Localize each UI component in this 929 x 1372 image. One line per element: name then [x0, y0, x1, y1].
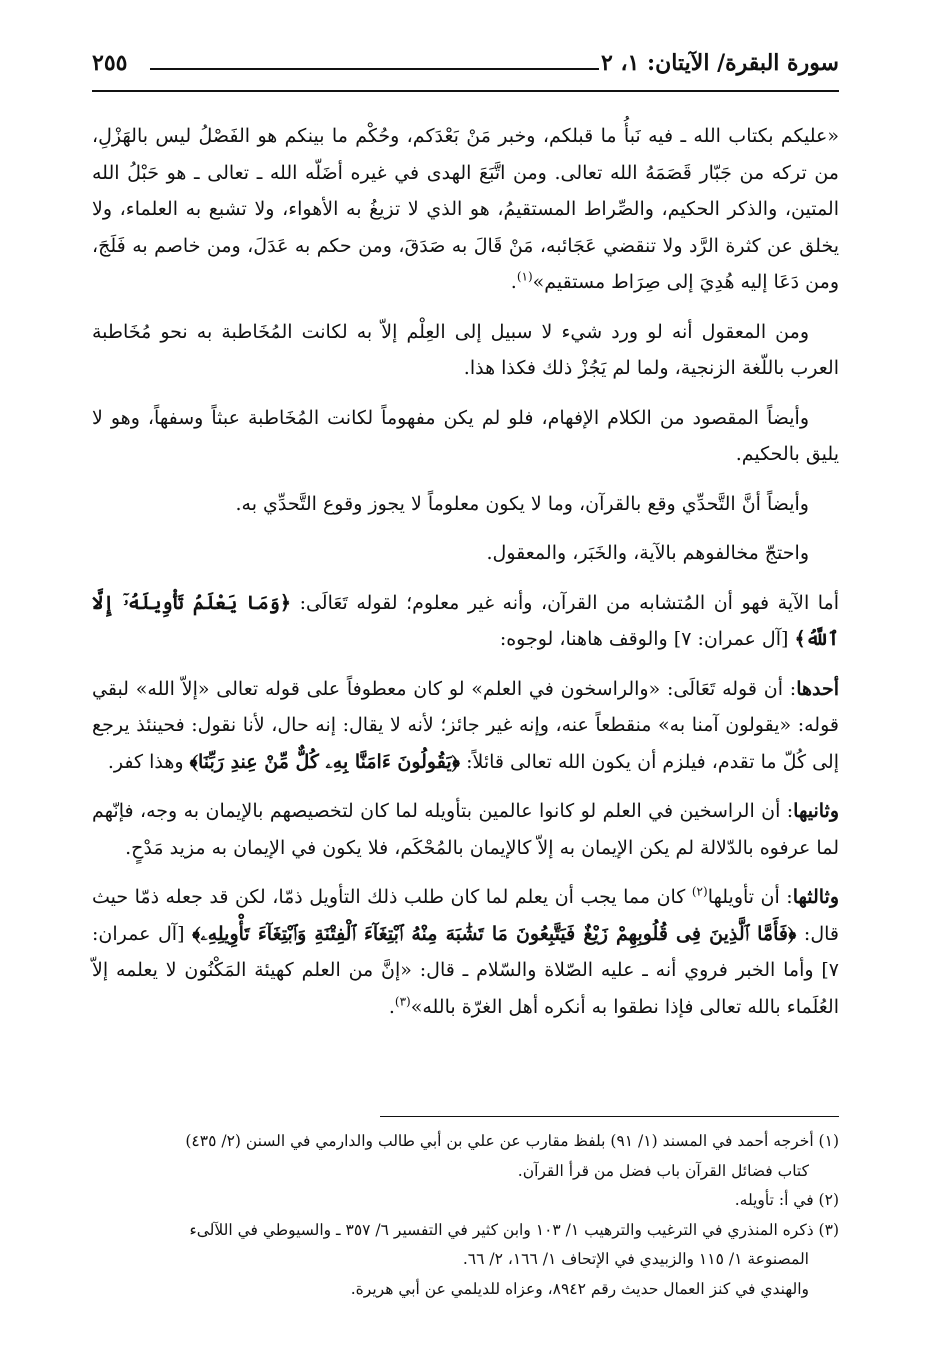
hadith-text: «عليكم بكتاب الله ـ فيه نَبأُ ما قبلكم، وخبر مَنْ بَعْدَكم، وحُكْم ما بينكم هو الفَصْلُ ليس بالهَزْلِ، من تركه من جَبّار قَصَمَهُ الله تعالى. ومن اتَّبَعَ الهدى في غيره أضَلّه الله ـ تعالى ـ هو حَبْلُ الله المتين، والذكر الحكيم، والصِّراط المستقيمُ، هو الذي لا تزيغُ به الأهواء، ولا تشبع به العلماء، ولا يخلق عن كثرة الرَّد ولا تنقضي عَجَائبه، مَنْ قَالَ به صَدَقَ، ومن حكم به عَدَلَ، ومن خاصم به فَلَجَ، ومن دَعَا إليه هُدِيَ إلى صِرَاط مستقيم» [92, 125, 839, 293]
comprehension-paragraph [92, 400, 839, 473]
footnote-ref-1: (١) [516, 269, 533, 284]
footnote-ref-3: (٣) [394, 994, 411, 1009]
first-reason-text: : أن قوله تَعَالَى: «والراسخون في العلم» لو كان معطوفاً على قوله تعالى «إلاّ الله» لبقي قوله: «يقولون آمنا به» منقطعاً عنه، وإنه غير جائز؛ لأنه لا يقال: إنه حال، لأنا نقول: فحينئذ يرجع إلى كُلّ ما تقدم، فيلزم أن يكون الله تعالى قائلاً: [92, 677, 839, 773]
footnote-3-continued-2: والهندي في كنز العمال حديث رقم ٨٩٤٢، وعزاه للديلمي عن أبي هريرة. [350, 1279, 809, 1298]
challenge-paragraph [92, 486, 839, 523]
rational-argument-text: ومن المعقول أنه لو ورد شيء لا سبيل إلى العِلْم إلاّ به لكانت المُخَاطبة به نحو مُخَاطبة العرب باللّغة الزنجية، ولما لم يَجُزْ ذلك فكذا هذا. [92, 320, 839, 379]
quran-quote: ﴿يَقُولُونَ ءَامَنَّا بِهِۦ كُلٌّ مِّنْ عِندِ رَبِّنَا﴾ [189, 750, 461, 773]
challenge-text: وأيضاً أنَّ التَّحدِّي وقع بالقرآن، وما لا يكون معلوماً لا يجوز وقوع التَّحدِّي به. [235, 492, 809, 515]
hadith-paragraph [92, 118, 839, 301]
third-reason-paragraph [92, 879, 839, 1025]
footnote-separator [380, 1116, 839, 1117]
verse-argument-text-end: [آل عمران: ٧] والوقف هاهنا، لوجوه: [499, 628, 795, 650]
header-title: سورة البقرة/ الآيتان: ١، ٢ [600, 50, 839, 76]
second-reason-label: وثانيها [793, 800, 839, 822]
footnote-1-continued: كتاب فضائل القرآن باب فضل من قرأ القرآن. [517, 1161, 809, 1180]
first-reason-paragraph [92, 671, 839, 781]
header-rule [150, 68, 599, 70]
first-reason-text-end: وهذا كفر. [107, 750, 190, 773]
quran-quote: ﴿وَمَا يَعْلَمُ تَأْوِيلَهُۥٓ إِلَّا ٱللَّهُ﴾ [92, 591, 839, 650]
third-reason-period: . [388, 995, 395, 1018]
third-reason-label: وثالثها [792, 886, 840, 908]
quran-quote: ﴿فَأَمَّا ٱلَّذِينَ فِى قُلُوبِهِمْ زَيْغٌ فَيَتَّبِعُونَ مَا تَشَٰبَهَ مِنْهُ ٱبْتِغَآءَ ٱلْفِتْنَةِ وَٱبْتِغَآءَ تَأْوِيلِهِۦ﴾ [192, 922, 797, 945]
third-reason-text: : أن تأويلها [707, 886, 793, 908]
footnote-2: (٢) في أ: تأويله. [734, 1191, 839, 1209]
rational-argument-paragraph [92, 314, 839, 387]
footnotes [92, 1127, 839, 1304]
second-reason-paragraph [92, 793, 839, 866]
opponents-paragraph [92, 535, 839, 572]
running-header [92, 44, 839, 92]
footnote-ref-2: (٢) [691, 884, 708, 899]
page-number: ٢٥٥ [92, 50, 128, 76]
footnote-3: (٣) ذكره المنذري في الترغيب والترهيب ١/ ١٠٣ وابن كثير في التفسير ٦/ ٣٥٧ ـ والسيوطي في اللآلىء [189, 1220, 839, 1239]
main-text [92, 118, 839, 1038]
footnote-1: (١) أخرجه أحمد في المسند (١/ ٩١) بلفظ مقارب عن علي بن أبي طالب والدارمي في السنن (٢/ ٤٣٥) [185, 1132, 839, 1150]
first-reason-label: أحدها [796, 677, 839, 700]
footnote-3-continued: المصنوعة ١/ ١١٥ والزبيدي في الإتحاف ١/ ١٦٦، ٢/ ٦٦. [462, 1250, 809, 1268]
second-reason-text: : أن الراسخين في العلم لو كانوا عالمين بتأويله لما كان لتخصيصهم بالإيمان به وجه، فإنّهم لما عرفوه بالدّلالة لم يكن الإيمان به إلاّ كالإيمان بالمُحْكَم، فلا يكون في الإيمان به مزيد مَدْحٍ. [92, 800, 839, 859]
opponents-text: واحتجّ مخالفوهم بالآية، والخَبَر، والمعقول. [486, 542, 809, 564]
third-reason-text-cont: كان مما يجب أن يعلم لما كان طلب ذلك التأويل ذمّا، لكن قد جعله ذمّا حيث قال: [92, 886, 839, 945]
verse-argument-text: أما الآية فهو أن المُتشابه من القرآن، وأنه غير معلوم؛ لقوله تَعَالَى: [291, 591, 839, 614]
verse-argument-paragraph [92, 585, 839, 658]
hadith-end: . [510, 271, 517, 293]
third-reason-text-end: [آل عمران: ٧] وأما الخبر فروي أنه ـ عليه الصّلاة والسّلام ـ قال: «إنَّ من العلم كهيئة المَكْنُون لا يعلمه إلاّ العُلَماء بالله تعالى فإذا نطقوا به أنكره أهل الغرّة بالله» [92, 922, 839, 1018]
comprehension-text: وأيضاً المقصود من الكلام الإفهام، فلو لم يكن مفهوماً لكانت المُخَاطبة عبثاً وسفهاً، وهو لا يليق بالحكيم. [92, 406, 839, 465]
